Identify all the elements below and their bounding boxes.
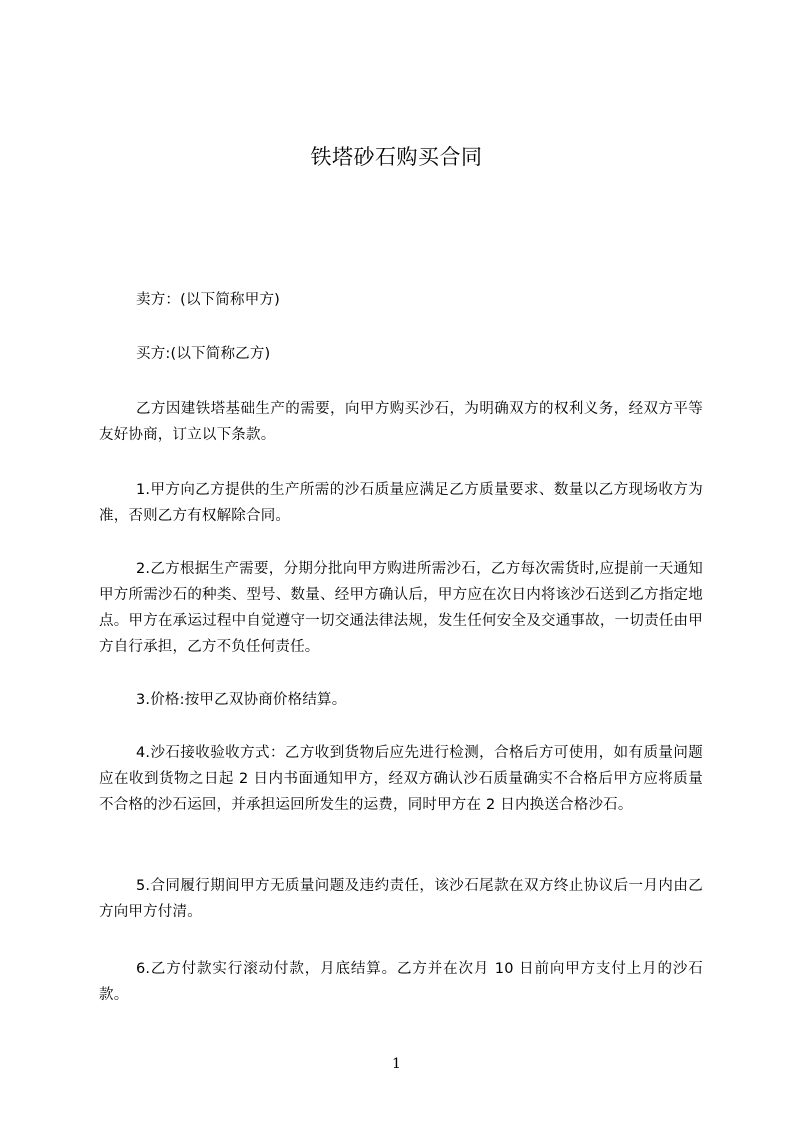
- page-number: 1: [392, 1056, 401, 1072]
- seller-line: 卖方：(以下简称甲方): [136, 292, 281, 308]
- clause-1: 1.甲方向乙方提供的生产所需的沙石质量应满足乙方质量要求、数量以乙方现场收方为准，否则乙方有权解除合同。: [99, 482, 703, 524]
- clause-2: 2.乙方根据生产需要，分期分批向甲方购进所需沙石，乙方每次需货时,应提前一天通知甲方所需沙石的种类、型号、数量、经甲方确认后，甲方应在次日内将该沙石送到乙方指定地点。甲方在承运过程中自觉遵守一切交通法律法规，发生任何安全及交通事故，一切责任由甲方自行承担，乙方不负任何责任。: [99, 561, 703, 655]
- document-title: 铁塔砂石购买合同: [310, 145, 483, 169]
- intro-paragraph: 乙方因建铁塔基础生产的需要，向甲方购买沙石，为明确双方的权利义务，经双方平等友好协商，订立以下条款。: [99, 401, 703, 443]
- clause-5: 5.合同履行期间甲方无质量问题及违约责任，该沙石尾款在双方终止协议后一月内由乙方向甲方付清。: [99, 878, 703, 920]
- clause-6: 6.乙方付款实行滚动付款，月底结算。乙方并在次月 10 日前向甲方支付上月的沙石款。: [99, 961, 703, 1003]
- clause-3: 3.价格:按甲乙双协商价格结算。: [136, 692, 347, 708]
- buyer-line: 买方:(以下简称乙方): [136, 346, 271, 362]
- clause-4: 4.沙石接收验收方式：乙方收到货物后应先进行检测，合格后方可使用，如有质量问题应在收到货物之日起 2 日内书面通知甲方，经双方确认沙石质量确实不合格后甲方应将质量不合格的沙石运回，并承担运回所发生的运费，同时甲方在 2 日内换送合格沙石。: [99, 745, 703, 813]
